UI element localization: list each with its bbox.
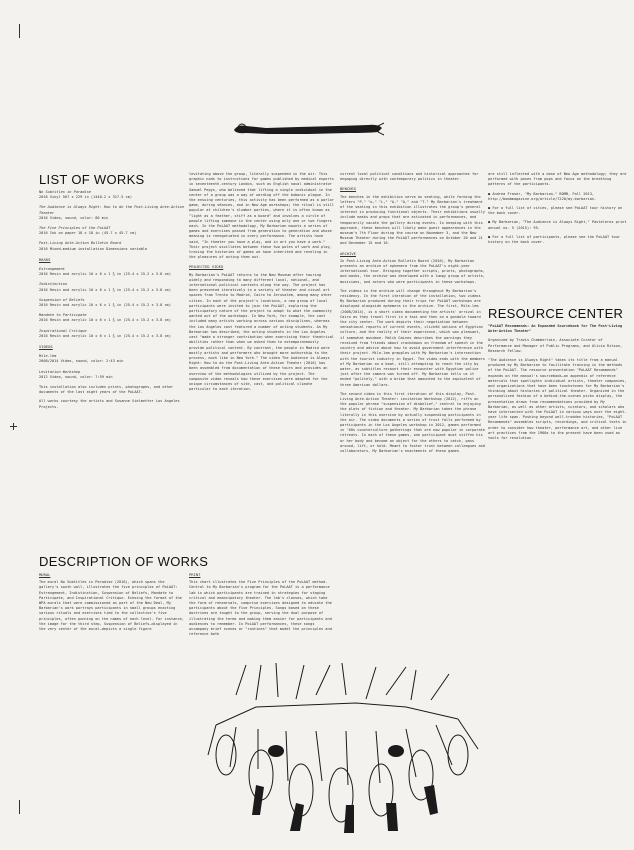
mask-item: Inspirational Critique 2016 Resin and acrylic 10 x 6 x 1 ¾ in (25.4 x 15.2 x 3.8 cm) <box>39 328 171 338</box>
column-2 <box>189 172 334 396</box>
footnote-bullet-icon: ● <box>488 220 493 225</box>
installation-note: This installation also includes prints, photographs, and other documents of the last eight years of the PoLAAT. <box>39 385 174 395</box>
archive-text-3: The second video in this first iteration of this display, Post-Living Ante-Action Theater: Levitation Workshop (2012), riffs on the popular phrase "suspension of disbelief," central to enjoying the plots of fiction and theater. My Barbarian takes the phrase literally in this exercise by actually suspending participants in the air. The video documents a series of trust falls performed by participants in the Los Angeles workshop in 2012, games performed in '60s counterculture gatherings that are now popular in corporate retreats. In each of these games, one participant must stiffen his or her body and become an object for the others to catch, pass around, lift, or hold. Meant to foster trust between colleagues and collaborators, My Barbarian's enactments of these games <box>340 391 485 453</box>
mural-subheading: MURAL <box>39 572 51 577</box>
resource-organizers: Organized by Travis Chamberlain, Associate Curator of Performance and Manager of Public Programs, and Alicia Ritson, Research Fellow. <box>488 338 623 353</box>
mask-item: Suspension of Beliefs 2016 Resin and acrylic 10 x 6 x 1 ¾ in (25.4 x 15.2 x 3.8 cm) <box>39 297 171 308</box>
binding-mark-bottom <box>19 800 20 814</box>
print-subheading: PRINT <box>189 572 201 577</box>
binding-mark-top <box>19 24 20 38</box>
work-item: No Subtitles in Paradise 2016 Vinyl 567 x 229 in (1440.2 x 317.5 cm) <box>39 190 133 200</box>
levitation-text: levitating above the group, literally suspended in the air. This graphic nods to instructions for games published by medical experts in seventeenth-century London, such as English naval administrator Samuel Pepys, who believed that lifting a single individual in the center of a group was a way of warding off the bubonic plague. In the ensuing centuries, this activity has been performed as a parlor game, during séances, and in New Age workshops; the ritual is still popular at children's slumber parties, where it is often known as "light as a feather, stiff as a board" and involves a circle of people lifting someone in the center using only one or two fingers each. In the PoLAAT methodology, My Barbarian mounts a series of games and exercises passed from generation to generation and whose meaning is renegotiated in every performance. The artists have said, "In theater you have a play, and in art you have a work." Their project oscillates between these two poles of work and play, tracing the histories of games we have inherited and reveling in the pleasures of acting them out. <box>189 172 334 260</box>
work-item: The Audience is Always Right: How to do the Post-Living Ante-Action Theater 2016 Video, sound, color: 80 min <box>39 205 184 220</box>
archive-subheading: ARCHIVE <box>340 250 357 256</box>
benches-text: The benches in the exhibition serve as seating, while forming the letters "P," "o," "L," "A," "A," and "T." My Barbarian's treatment of the seating in this exhibition illustrates the group's general interest in producing functional objects. Their exhibitions usually include masks and props that are activated in performances, and temporarily vacate the gallery during events. In keeping with this approach, these benches will likely make guest appearances in the museum's 7th Floor during the course on November 3, and the New Museum Theater during the PoLAAT performances on October 20 and 21 and December 15 and 16. <box>340 194 485 246</box>
resource-center-heading: RESOURCE CENTER <box>488 306 624 321</box>
archive-text-2: The videos in the archive will change throughout My Barbarian's residency. In the first iteration of the installation, two videos My Barbarian produced during their trips for PoLAAT workshops are displayed alongside ephemera in the archive. The first, Mile-lem (2008/2014), is a short video documenting the artists' arrival in Cairo as they travel first in a taxi and then on a gondola toward the city center. The work depicts their negotiation between sensational reports of current events, clichéd notions of Egyptian culture, and the reality of their experience, which was pleasant, if somewhat mundane. Malik Gaines describes the warnings they received from friends about crackdowns on freedom of speech in the country and advice about how to avoid government interference with their project. Mile-lem grapples with My Barbarian's intersection with the tourist industry in Egypt. The video ends with the members of My Barbarian on a boat, still attempting to reach the city by water, as subtitles recount their encounter with Egyptian police just after the camera was turned off. My Barbarian tells us it ended "politely," with a bribe that amounted to the equivalent of three American dollars. <box>340 288 485 387</box>
videos-subheading: VIDEOS <box>39 344 53 350</box>
print-text: This chart illustrates the Five Principles of the PoLAAT method. Central to My Barbarian's program for the PoLAAT is a performance lab in which participants are trained in strategies for staging critical and emancipatory theater. The lab's classes, which take the form of rehearsals, comprise exercises designed to educate the participants about the Five Principles. Songs based on these doctrines are taught to the group, serving the dual purpose of illustrating the terms and making them easier for participants and audiences to remember. In PoLAAT performances, these songs accompany brief scenes or "routines" that model the principles and reference both <box>189 580 332 637</box>
video-item: Mile-lem 2008/2014 Video, sound, color: 2:43 min <box>39 354 124 364</box>
footnote: ● My Barbarian, "The Audience is Always Right," Pasteleros print annual no. 5 (2015): 95. <box>488 220 627 230</box>
work-item: The Five Principles of the PoLAAT 2016 Ink on paper 18 x 18 in (45.7 x 45.7 cm) <box>39 226 137 236</box>
column-4 <box>488 172 628 249</box>
resource-center-section <box>488 324 628 445</box>
mask-item: Estrangement 2016 Resin and acrylic 10 x 6 x 1 ¾ in (25.4 x 15.2 x 3.8 cm) <box>39 267 171 277</box>
levitation-group-illustration <box>196 655 496 835</box>
col4-intro: are still inflected with a dose of New Age methodology; they are performed with poses from pops and focus on the breathing patterns of the participants. <box>488 172 627 187</box>
archive-text-1: In Post-Living Ante-Action Bulletin Board (2016), My Barbarian presents an archive of ephemera from the PoLAAT's eight-year international tour. Bringing together scripts, prints, photographs, and masks, the archive was developed with a lumpy group of artists, musicians, and actors who were participants in these workshops. <box>340 258 485 284</box>
binding-mark-middle-v <box>13 423 14 430</box>
work-item: Post-Living Ante-Action Bulletin Board 2016 Mixed-medium installation Dimensions variable <box>39 241 148 251</box>
projected-video-text: My Barbarian's PoLAAT returns to the New Museum after touring widely and responding to many different local, national, and international political contexts along the way. The project has been presented iteratively in a variety of theater and visual art spaces from Trento to Madrid, Cairo to Jerusalem, among many other cities. In each of the project's locations, a new group of local participants were invited to join the PoLAAT, exploring the participatory nature of the project to adapt to what the community wanted out of the workshops. In New York, for example, the cast included many artists working across various disciplines, whereas the Los Angeles cast featured a number of acting students. As My Barbarian has described, the acting students in the Los Angeles cast "made a stronger contribution when exercising their theatrical abilities rather than when we asked them to extemporaneously provide political content. By contrast, the people in Madrid were mostly artists and performers who brought more authorship to the process, much like in New York." The video The Audience is Always Right: How to do the Post-Living Ante-Action Theater (2016) has been assembled from documentation of these tours and provides an overview of the methodologies utilized by the project. The composite video reveals how these exercises were adapted for the unique circumstances of site, cast, and political climate particular to each iteration. <box>189 272 334 392</box>
resource-title: "PoLAAT Recommends: An Expanded Sourcebook for The Post-Living Ante-Action Theater" <box>488 324 623 334</box>
benches-subheading: BENCHES <box>340 186 357 192</box>
footnote-bullet-icon: ● <box>488 191 493 196</box>
print-section <box>189 572 334 641</box>
mural-text: The mural No Subtitles in Paradise (2016), which spans the gallery's south wall, illustrates the five principles of PoLAAT: Estrangement, Indistinction, Suspension of Beliefs, Mandate to Participate, and Inspirational Critique. Echoing the format of the WPA murals that were commissioned as part of the New Deal, My Barbarian's work portrays participants in small groups enacting various rituals and exercises tied to the collective's five principles, often punning on the names of each level. For instance, the image for the third step, Suspension of Beliefs—displayed in the very center of the mural—depicts a single figure <box>39 580 184 632</box>
mask-item: Indistinction 2016 Resin and acrylic 10 x 6 x 1 ¾ in (25.4 x 15.2 x 3.8 cm) <box>39 282 171 292</box>
reclining-figure-illustration <box>228 110 388 150</box>
masks-subheading: MASKS <box>39 256 51 262</box>
footnote: ● For a full list of cities, please see PoLAAT tour history on the back cover. <box>488 206 623 216</box>
col3-intro: current local political conditions and historical approaches for engaging directly with contemporary politics in theater. <box>340 172 479 182</box>
resource-text: "The Audience is Always Right" takes its title from a manual produced by My Barbarian to facilitate training in the methods of the PoLAAT. The resource presentation "PoLAAT Recommends" expands on the manual's sourcebook—an appendix of reference materials that spotlights individual artists, theater companies, and organizations that have been touchstones for My Barbarian's thinking about histories of political theater. Organized in the personalized fashion of a behind-the-scenes picks display, the presentation draws from recommendations provided by My Barbarian, as well as other artists, curators, and scholars who have intersected with the PoLAAT in various ways over the eight-year life span. Pushing beyond well-trodden histories, "PoLAAT Recommends" assembles scripts, recordings, and critical texts in order to consider how theater, performance art, and other live art practices from the 1960s to the present have been used as tools for revolution. <box>488 358 627 441</box>
list-of-works-column <box>39 190 184 414</box>
courtesy-note: All works courtesy the artists and Susanne Vielmetter Los Angeles Projects. <box>39 399 180 409</box>
footnote-bullet-icon: ● <box>488 234 493 239</box>
video-item: Levitation Workshop 2012 Video, sound, color: 7:59 min <box>39 369 113 379</box>
mural-section <box>39 572 184 636</box>
mask-item: Mandate to Participate 2016 Resin and acrylic 10 x 6 x 1 ¾ in (25.4 x 15.2 x 3.8 cm) <box>39 313 171 323</box>
footnote: ● Andrea Fraser, "My Barbarian," BOMB, Fall 2013, http://bombmagazine.org/article/7220/my-barbarian. <box>488 191 597 201</box>
projected-video-subheading: PROJECTED VIDEO <box>189 264 224 270</box>
footnote-bullet-icon: ● <box>488 206 493 211</box>
footnote: ● For a full list of participants, please see the PoLAAT tour history on the back cover. <box>488 234 620 245</box>
column-3 <box>340 172 485 458</box>
list-of-works-heading: LIST OF WORKS <box>39 172 145 187</box>
description-of-works-heading: DESCRIPTION OF WORKS <box>39 554 209 569</box>
